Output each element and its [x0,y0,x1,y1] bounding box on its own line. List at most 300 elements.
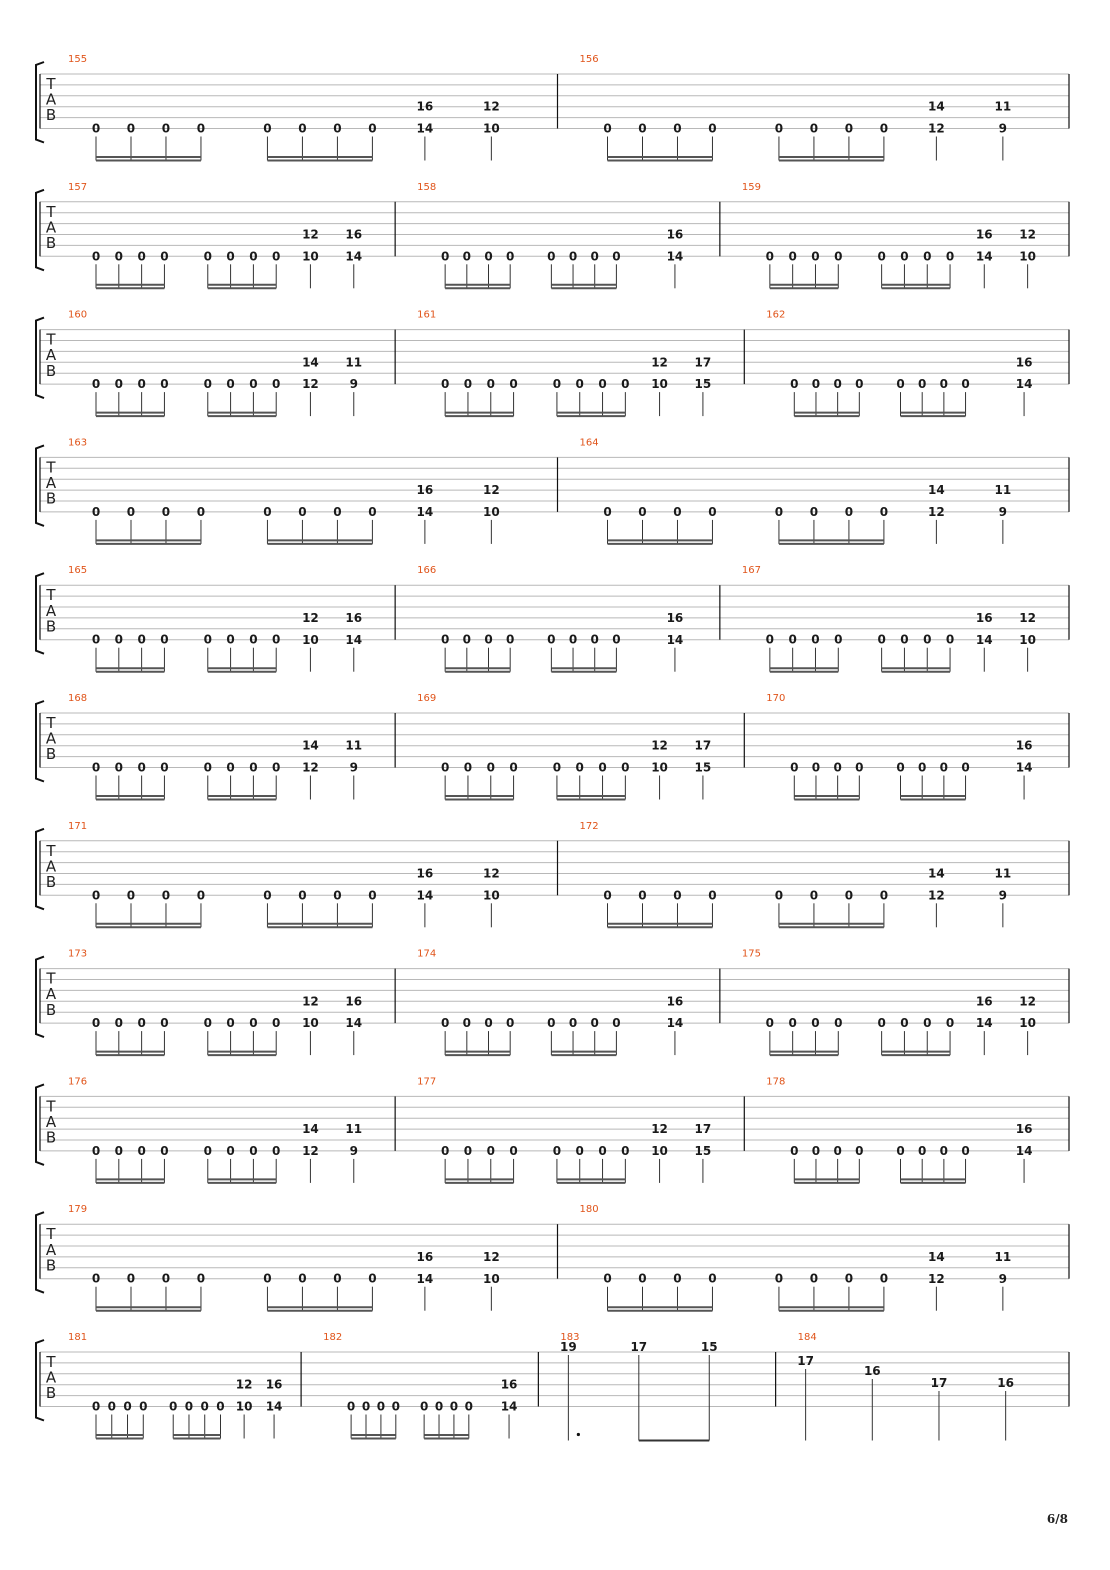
open-string-fret: 0 [440,249,450,264]
chord-fret-high: 16 [345,610,363,625]
tab-system [36,310,1069,417]
chord-fret-high: 16 [1015,1122,1033,1137]
open-string-fret: 0 [440,1143,450,1158]
measure-number: 180 [579,1204,599,1216]
open-string-fret: 0 [249,1143,258,1158]
tab-system [36,54,1069,161]
open-string-fret: 0 [169,1399,178,1414]
open-string-fret: 0 [91,121,101,136]
tab-clef-letter: B [45,1384,57,1403]
tab-system [36,182,1069,288]
chord-fret-low: 10 [651,1144,668,1158]
solo-fret-number: 17 [930,1376,948,1390]
open-string-fret: 0 [463,760,473,775]
chord-fret-low: 12 [928,505,945,519]
chord-fret-high: 11 [994,99,1012,114]
open-string-fret: 0 [621,760,630,775]
open-string-fret: 0 [809,888,819,903]
open-string-fret: 0 [765,1016,775,1031]
chord-fret-high: 14 [302,738,319,753]
chord-fret-high: 16 [666,227,684,242]
measure-number: 156 [579,54,599,65]
measure-number: 175 [741,948,761,960]
open-string-fret: 0 [552,1143,562,1158]
open-string-fret: 0 [333,504,342,519]
tab-system [36,693,1069,800]
open-string-fret: 0 [900,249,909,264]
measure-number: 179 [68,1204,88,1216]
measure-number: 168 [68,693,88,704]
open-string-fret: 0 [263,121,272,136]
chord-fret-high: 14 [928,866,945,881]
chord-fret-low: 14 [975,249,993,264]
open-string-fret: 0 [833,377,842,392]
open-string-fret: 0 [368,121,377,136]
open-string-fret: 0 [788,632,797,647]
measure-number: 158 [417,181,437,193]
open-string-fret: 0 [200,1399,209,1414]
open-string-fret: 0 [196,888,206,903]
open-string-fret: 0 [590,249,599,264]
tab-clef-letter: A [45,90,57,109]
measure-number: 177 [417,1076,437,1088]
open-string-fret: 0 [114,632,123,647]
chord-fret-low: 9 [998,888,1008,903]
chord-fret-low: 10 [483,1271,500,1286]
open-string-fret: 0 [939,1143,949,1158]
open-string-fret: 0 [272,377,281,392]
open-string-fret: 0 [547,1016,556,1031]
open-string-fret: 0 [91,1143,101,1158]
measure-number: 164 [579,437,599,449]
open-string-fret: 0 [462,632,472,647]
open-string-fret: 0 [708,121,717,136]
tab-clef-letter: T [46,75,56,93]
open-string-fret: 0 [923,249,932,264]
open-string-fret: 0 [833,760,842,775]
open-string-fret: 0 [790,377,799,392]
open-string-fret: 0 [160,760,169,775]
measure-number: 183 [560,1332,580,1343]
open-string-fret: 0 [575,760,584,775]
measure-number: 161 [417,309,437,321]
open-string-fret: 0 [834,1016,843,1031]
open-string-fret: 0 [226,632,235,647]
chord-fret-high: 11 [994,866,1012,881]
tab-clef-letter: B [45,873,57,891]
open-string-fret: 0 [91,504,101,519]
open-string-fret: 0 [918,377,927,392]
open-string-fret: 0 [844,504,854,519]
tab-system [36,821,1069,928]
tab-system [36,437,1069,544]
open-string-fret: 0 [226,377,235,392]
measure-number: 166 [417,565,437,577]
chord-fret-high: 14 [302,355,319,370]
open-string-fret: 0 [896,760,905,775]
chord-fret-low: 12 [928,121,945,136]
open-string-fret: 0 [368,888,377,903]
open-string-fret: 0 [638,504,647,519]
chord-fret-low: 14 [666,249,684,264]
open-string-fret: 0 [568,1016,578,1031]
open-string-fret: 0 [440,760,450,775]
open-string-fret: 0 [844,888,854,903]
open-string-fret: 0 [833,1143,842,1158]
chord-fret-low: 12 [302,377,319,392]
measure-number: 169 [417,693,437,704]
dotted-note [577,1433,580,1436]
open-string-fret: 0 [333,888,342,903]
open-string-fret: 0 [568,249,578,264]
open-string-fret: 0 [376,1399,386,1414]
chord-fret-high: 12 [302,994,319,1009]
open-string-fret: 0 [203,1143,212,1158]
open-string-fret: 0 [137,249,146,264]
open-string-fret: 0 [834,249,843,264]
open-string-fret: 0 [333,121,342,136]
chord-fret-high: 14 [928,1249,945,1264]
open-string-fret: 0 [91,1399,101,1414]
open-string-fret: 0 [160,1016,169,1031]
chord-fret-high: 12 [483,99,500,114]
open-string-fret: 0 [346,1399,356,1414]
tab-clef-letter: T [46,202,56,221]
tab-clef-letter: A [45,985,57,1004]
open-string-fret: 0 [708,1271,717,1286]
open-string-fret: 0 [226,1016,235,1031]
chord-fret-high: 17 [694,355,712,370]
measure-number: 181 [68,1332,88,1343]
open-string-fret: 0 [603,504,612,519]
chord-fret-low: 14 [500,1399,518,1414]
chord-fret-high: 11 [345,355,363,370]
open-string-fret: 0 [184,1399,194,1414]
open-string-fret: 0 [486,1143,495,1158]
open-string-fret: 0 [811,760,821,775]
chord-fret-high: 12 [302,227,319,242]
measure-number: 182 [323,1332,343,1343]
open-string-fret: 0 [811,632,820,647]
open-string-fret: 0 [765,632,775,647]
chord-fret-high: 16 [666,610,684,625]
open-string-fret: 0 [877,632,886,647]
open-string-fret: 0 [114,249,123,264]
tab-system [36,1332,1069,1441]
open-string-fret: 0 [91,1271,101,1286]
open-string-fret: 0 [249,760,258,775]
tab-clef-letter: T [46,330,56,349]
chord-fret-high: 17 [694,1122,712,1137]
chord-fret-low: 10 [483,505,500,519]
open-string-fret: 0 [879,504,889,519]
measure-number: 176 [68,1076,88,1088]
open-string-fret: 0 [272,1143,281,1158]
open-string-fret: 0 [91,760,101,775]
tab-clef-letter: A [45,218,57,237]
chord-fret-high: 11 [994,483,1012,498]
chord-fret-low: 14 [345,249,363,264]
tab-clef-letter: T [46,586,56,605]
chord-fret-high: 16 [416,866,434,881]
chord-fret-low: 14 [1015,760,1033,775]
open-string-fret: 0 [263,504,272,519]
open-string-fret: 0 [552,760,562,775]
open-string-fret: 0 [114,377,123,392]
chord-fret-high: 16 [416,99,434,114]
open-string-fret: 0 [811,1016,820,1031]
tab-system [36,565,1069,672]
open-string-fret: 0 [123,1399,132,1414]
chord-fret-high: 11 [345,738,363,753]
open-string-fret: 0 [226,1143,235,1158]
open-string-fret: 0 [945,1016,955,1031]
chord-fret-high: 12 [235,1377,253,1392]
open-string-fret: 0 [774,1271,784,1286]
open-string-fret: 0 [484,249,493,264]
chord-fret-high: 16 [500,1377,518,1392]
open-string-fret: 0 [790,760,799,775]
tab-clef-letter: T [46,969,56,988]
tab-clef-letter: B [45,106,57,125]
open-string-fret: 0 [575,377,584,392]
chord-fret-high: 16 [345,227,363,242]
chord-fret-low: 9 [349,377,358,392]
measure-number: 163 [68,437,88,449]
open-string-fret: 0 [249,1016,258,1031]
open-string-fret: 0 [226,760,235,775]
open-string-fret: 0 [137,1016,146,1031]
open-string-fret: 0 [91,632,101,647]
open-string-fret: 0 [484,632,493,647]
tab-systems [36,54,1069,1441]
chord-fret-high: 12 [483,1249,500,1264]
open-string-fret: 0 [333,1271,342,1286]
chord-fret-low: 14 [1015,1144,1033,1158]
open-string-fret: 0 [368,1271,377,1286]
open-string-fret: 0 [590,632,599,647]
open-string-fret: 0 [708,888,717,903]
open-string-fret: 0 [391,1399,400,1414]
measure-number: 173 [68,948,88,960]
open-string-fret: 0 [137,377,146,392]
open-string-fret: 0 [568,632,578,647]
open-string-fret: 0 [272,1016,281,1031]
chord-fret-high: 12 [1019,610,1036,625]
open-string-fret: 0 [612,632,621,647]
chord-fret-high: 16 [1015,355,1033,370]
open-string-fret: 0 [272,760,281,775]
open-string-fret: 0 [809,121,819,136]
open-string-fret: 0 [226,249,235,264]
chord-fret-high: 11 [345,1122,363,1137]
chord-fret-high: 16 [975,227,993,242]
chord-fret-low: 12 [302,760,319,775]
open-string-fret: 0 [216,1399,225,1414]
open-string-fret: 0 [161,504,171,519]
measure-number: 159 [741,181,761,193]
chord-fret-high: 14 [928,483,945,498]
chord-fret-low: 14 [666,632,684,647]
chord-fret-high: 17 [694,738,712,753]
open-string-fret: 0 [918,1143,927,1158]
solo-fret-number: 17 [630,1340,648,1354]
open-string-fret: 0 [961,377,970,392]
open-string-fret: 0 [263,888,272,903]
chord-fret-low: 9 [998,121,1008,136]
open-string-fret: 0 [621,377,630,392]
open-string-fret: 0 [484,1016,493,1031]
measure-number: 170 [766,693,786,704]
open-string-fret: 0 [272,249,281,264]
chord-fret-low: 12 [928,1271,945,1286]
open-string-fret: 0 [673,1271,682,1286]
open-string-fret: 0 [263,1271,272,1286]
open-string-fret: 0 [575,1143,584,1158]
open-string-fret: 0 [91,1016,101,1031]
open-string-fret: 0 [547,632,556,647]
open-string-fret: 0 [486,377,495,392]
open-string-fret: 0 [505,249,515,264]
open-string-fret: 0 [900,632,909,647]
open-string-fret: 0 [612,1016,621,1031]
chord-fret-low: 15 [694,1144,712,1158]
open-string-fret: 0 [598,1143,607,1158]
open-string-fret: 0 [464,1399,473,1414]
measure-number: 184 [797,1332,817,1343]
open-string-fret: 0 [161,121,171,136]
page-number: 6/8 [1046,1512,1068,1526]
open-string-fret: 0 [203,377,212,392]
open-string-fret: 0 [440,1016,450,1031]
chord-fret-low: 10 [651,377,668,392]
open-string-fret: 0 [811,377,821,392]
open-string-fret: 0 [603,888,612,903]
open-string-fret: 0 [708,504,717,519]
open-string-fret: 0 [834,632,843,647]
open-string-fret: 0 [598,377,607,392]
open-string-fret: 0 [203,1016,212,1031]
chord-fret-low: 10 [483,121,500,136]
open-string-fret: 0 [612,249,621,264]
measure-number: 160 [68,309,88,321]
chord-fret-low: 15 [694,760,712,775]
open-string-fret: 0 [877,249,886,264]
chord-fret-low: 14 [416,121,434,136]
open-string-fret: 0 [896,1143,905,1158]
chord-fret-high: 12 [651,355,668,370]
measure-number: 171 [68,820,88,832]
tab-clef-letter: B [45,234,57,252]
chord-fret-low: 9 [998,1271,1008,1286]
tab-clef-letter: A [45,474,57,492]
chord-fret-high: 16 [345,994,363,1009]
open-string-fret: 0 [673,888,682,903]
open-string-fret: 0 [196,1271,206,1286]
tab-system [36,1076,1069,1183]
open-string-fret: 0 [811,1143,821,1158]
open-string-fret: 0 [137,632,146,647]
open-string-fret: 0 [918,760,927,775]
open-string-fret: 0 [855,760,864,775]
tab-clef-letter: T [46,458,56,477]
open-string-fret: 0 [91,377,101,392]
chord-fret-high: 16 [666,994,684,1009]
open-string-fret: 0 [440,632,450,647]
open-string-fret: 0 [249,249,258,264]
solo-fret-number: 19 [560,1340,577,1354]
chord-fret-high: 12 [1019,227,1036,242]
measure-number: 162 [766,309,786,321]
open-string-fret: 0 [811,249,820,264]
tab-clef-letter: A [45,857,57,876]
open-string-fret: 0 [923,632,932,647]
open-string-fret: 0 [434,1399,444,1414]
measure-number: 178 [766,1076,786,1088]
open-string-fret: 0 [161,1271,171,1286]
chord-fret-high: 16 [265,1377,283,1392]
tab-clef-letter: A [45,346,57,365]
open-string-fret: 0 [603,121,612,136]
open-string-fret: 0 [945,632,955,647]
open-string-fret: 0 [137,1143,146,1158]
tab-clef-letter: B [45,1128,57,1147]
tab-clef-letter: B [45,361,57,380]
open-string-fret: 0 [961,1143,970,1158]
chord-fret-low: 10 [483,888,500,903]
chord-fret-low: 14 [666,1016,684,1031]
chord-fret-low: 14 [345,1016,363,1031]
chord-fret-high: 16 [975,994,993,1009]
open-string-fret: 0 [765,249,775,264]
chord-fret-low: 9 [998,505,1008,519]
tab-clef-letter: T [46,841,56,860]
open-string-fret: 0 [547,249,556,264]
chord-fret-low: 10 [1019,1016,1036,1031]
open-string-fret: 0 [509,760,518,775]
chord-fret-high: 16 [975,610,993,625]
chord-fret-low: 12 [302,1144,319,1158]
open-string-fret: 0 [203,632,212,647]
open-string-fret: 0 [196,504,206,519]
tab-clef-letter: T [46,1353,56,1371]
open-string-fret: 0 [126,121,136,136]
open-string-fret: 0 [809,504,819,519]
chord-fret-low: 14 [1015,377,1033,392]
measure-number: 172 [579,820,599,832]
chord-fret-high: 12 [302,610,319,625]
open-string-fret: 0 [896,377,905,392]
tab-clef-letter: A [45,601,57,620]
open-string-fret: 0 [440,377,450,392]
tab-clef-letter: B [45,1000,57,1019]
chord-fret-low: 10 [302,1016,319,1031]
chord-fret-low: 10 [651,760,668,775]
chord-fret-high: 12 [651,1122,668,1137]
open-string-fret: 0 [126,888,136,903]
solo-fret-number: 16 [863,1364,881,1378]
open-string-fret: 0 [160,632,169,647]
open-string-fret: 0 [419,1399,429,1414]
open-string-fret: 0 [91,249,101,264]
chord-fret-low: 14 [975,632,993,647]
open-string-fret: 0 [126,1271,136,1286]
open-string-fret: 0 [114,1016,123,1031]
open-string-fret: 0 [249,632,258,647]
open-string-fret: 0 [879,888,889,903]
open-string-fret: 0 [298,1271,307,1286]
tab-clef-letter: A [45,729,57,748]
